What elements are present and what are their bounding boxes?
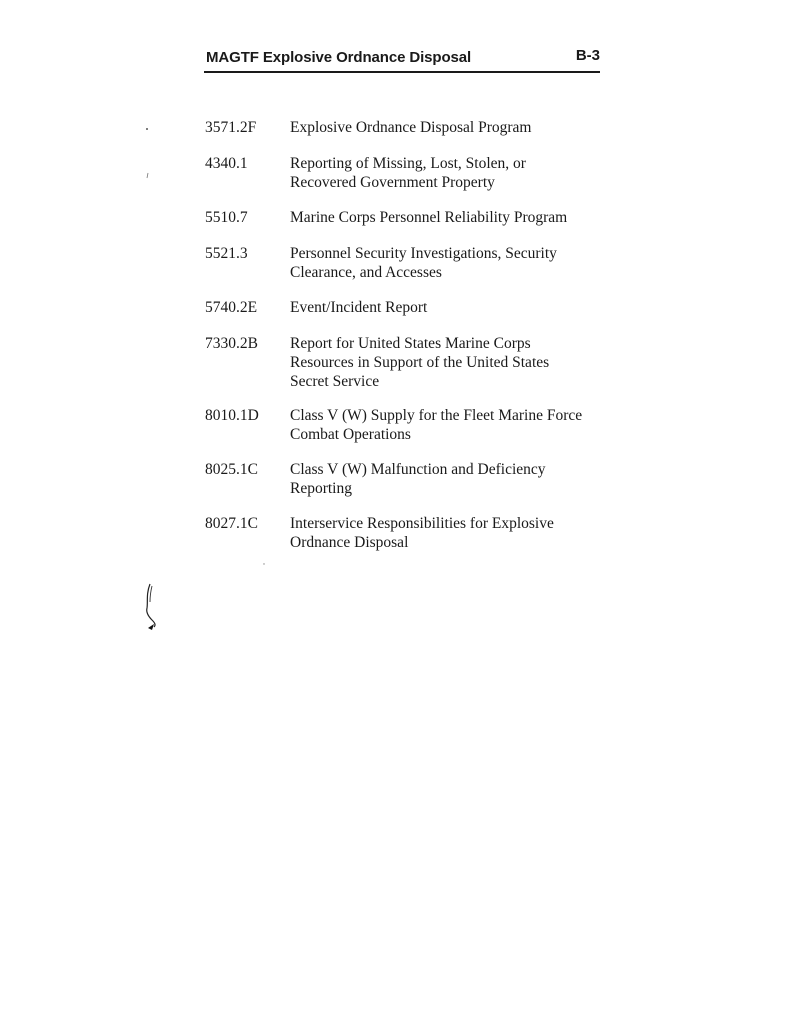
directive-number: 4340.1 (205, 155, 248, 172)
directive-number: 7330.2B (205, 335, 258, 352)
directive-title: Explosive Ordnance Disposal Program (290, 119, 532, 136)
directive-title: Class V (W) Supply for the Fleet Marine Force Combat Operations (290, 407, 583, 443)
page-number: B-3 (575, 47, 600, 64)
directive-title: Class V (W) Malfunction and Deficiency Reporting (290, 461, 546, 497)
scan-speck (144, 126, 152, 134)
binding-mark-icon (138, 580, 168, 640)
directive-number: 5521.3 (205, 245, 248, 262)
directive-title: Personnel Security Investigations, Security Clearance, and Accesses (290, 245, 557, 281)
directive-title: Interservice Responsibilities for Explosive Ordnance Disposal (290, 515, 554, 551)
directive-title: Report for United States Marine Corps Resources in Support of the United States Secret Service (290, 335, 550, 390)
scan-speck (144, 172, 152, 182)
header-title: MAGTF Explosive Ordnance Disposal (206, 49, 472, 66)
running-header (204, 47, 600, 73)
directive-title: Reporting of Missing, Lost, Stolen, or Recovered Government Property (290, 155, 526, 191)
scan-speck (262, 562, 268, 568)
directive-number: 8027.1C (205, 515, 258, 532)
directive-title: Marine Corps Personnel Reliability Program (290, 209, 568, 226)
directive-number: 5510.7 (205, 209, 248, 226)
directive-number: 3571.2F (205, 119, 257, 136)
directive-number: 5740.2E (205, 299, 258, 316)
directive-title: Event/Incident Report (290, 299, 428, 316)
directive-number: 8010.1D (205, 407, 259, 424)
directive-number: 8025.1C (205, 461, 258, 478)
